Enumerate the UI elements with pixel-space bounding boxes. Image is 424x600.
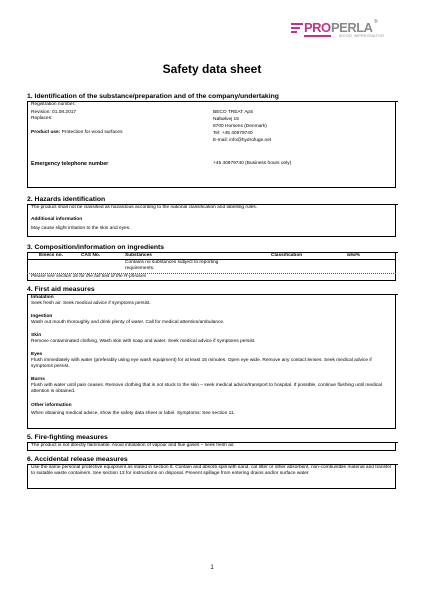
section-5-heading: 5. Fire-fighting measures (27, 434, 398, 443)
other-info-label: Other information (31, 403, 72, 408)
eyes-label: Eyes (31, 352, 43, 357)
skin-text: Remove contaminated clothing. Wash skin with soap and water. Seek medical advice if symptoms persist. (31, 339, 256, 344)
burns-text: Flush with water until pain ceases. Remove clothing that is not stuck to the skin – seek medical advice/transport to hospital. If possible, continue flushing until medical attention is obtained. (31, 383, 382, 394)
r-phrase-note: Please see section 16 for the full text of the R-phrases (31, 274, 147, 279)
company-logo (291, 20, 397, 44)
section-3-heading: 3. Composition/information on ingredients (27, 244, 398, 253)
product-use (31, 130, 122, 136)
col-einecs: Einecs no. (39, 253, 63, 258)
ingestion-label: Ingestion (31, 314, 53, 319)
additional-info-text: May cause slight irritation to the skin and eyes. (31, 226, 131, 231)
emergency-label: Emergency telephone number (31, 161, 109, 167)
other-info-text: When obtaining medical advice, show the safety data sheet or label. Symptoms: See section 11. (31, 411, 235, 416)
col-classification: Classification (271, 253, 303, 258)
product-use-label: Product use: (31, 130, 61, 135)
substance-row: Contains no substances subject to reporting requirements. (125, 260, 219, 271)
logo-stripes-icon (291, 23, 303, 33)
section-2-heading: 2. Hazards identification (27, 196, 398, 205)
emergency-value: +45 40979740 (Business hours only) (213, 161, 292, 166)
logo-pro: PRO (304, 20, 331, 35)
registration-number: Registration number: (31, 102, 76, 107)
eyes-text: Flush immediately with water (preferably using eye wash equipment) for at least 15 minutes. Open eye wide. Remove any contact lenses. Seek medical advice if symptoms persist. (31, 358, 372, 369)
burns-label: Burns (31, 377, 45, 382)
page-number: 1 (210, 565, 214, 571)
logo-registered: ® (374, 19, 378, 25)
product-use-value: Protection for wood surfaces (61, 130, 123, 135)
fire-fighting-text: The product is not directly flammable. Avoid inhalation of vapour and flue gases – seek fresh air. (31, 443, 235, 448)
company-line: Tel: +45 40979740 (213, 131, 253, 136)
logo-underline (304, 35, 331, 37)
ingestion-text: Wash out mouth thoroughly and drink plenty of water. Call for medical attention/ambulance. (31, 320, 225, 325)
revision: Revision: 01.08.2017 (31, 110, 77, 115)
company-line: BECO TREAT ApS (213, 110, 254, 115)
page-title: Safety data sheet (162, 62, 262, 76)
col-substances: Substances (125, 253, 152, 258)
company-email: E-mail: info@hydrofuge.net (213, 138, 272, 143)
hazards-text: The product shall not be classified as hazardous according to the national classification and labelling rules. (31, 205, 258, 210)
section-1-box (27, 101, 396, 188)
inhalation-label: Inhalation (31, 295, 54, 300)
section-4-heading: 4. First aid measures (27, 286, 398, 295)
replaces: Replaces: (31, 116, 53, 121)
company-address (213, 110, 271, 144)
inhalation-text: Seek fresh air. Seek medical advice if symptoms persist. (31, 301, 151, 306)
section-1-heading: 1. Identification of the substance/preparation and of the company/undertaking (27, 93, 398, 102)
additional-info-label: Additional information (31, 217, 83, 222)
company-line: 8700 Horsens (Denmark) (213, 124, 267, 129)
logo-tagline: WOOD IMPREGNATOR (339, 34, 385, 38)
company-line: Nøbølvej 15 (213, 117, 239, 122)
accidental-release-text: Use the same personal protective equipment as stated in section 8. Contain and absorb spill with sand, cat litter or other absorbent, non-combustible material and transfer to suitable waste containers. See section 13 for instructions on disposal. Prevent spillage from entering drains and/or surface water. (31, 465, 392, 476)
section-6-heading: 6. Accidental release measures (27, 456, 398, 465)
col-ww: w/w% (347, 253, 361, 258)
skin-label: Skin (31, 333, 42, 338)
col-cas: CAS No. (81, 253, 101, 258)
logo-perla: PERLA (331, 20, 373, 35)
